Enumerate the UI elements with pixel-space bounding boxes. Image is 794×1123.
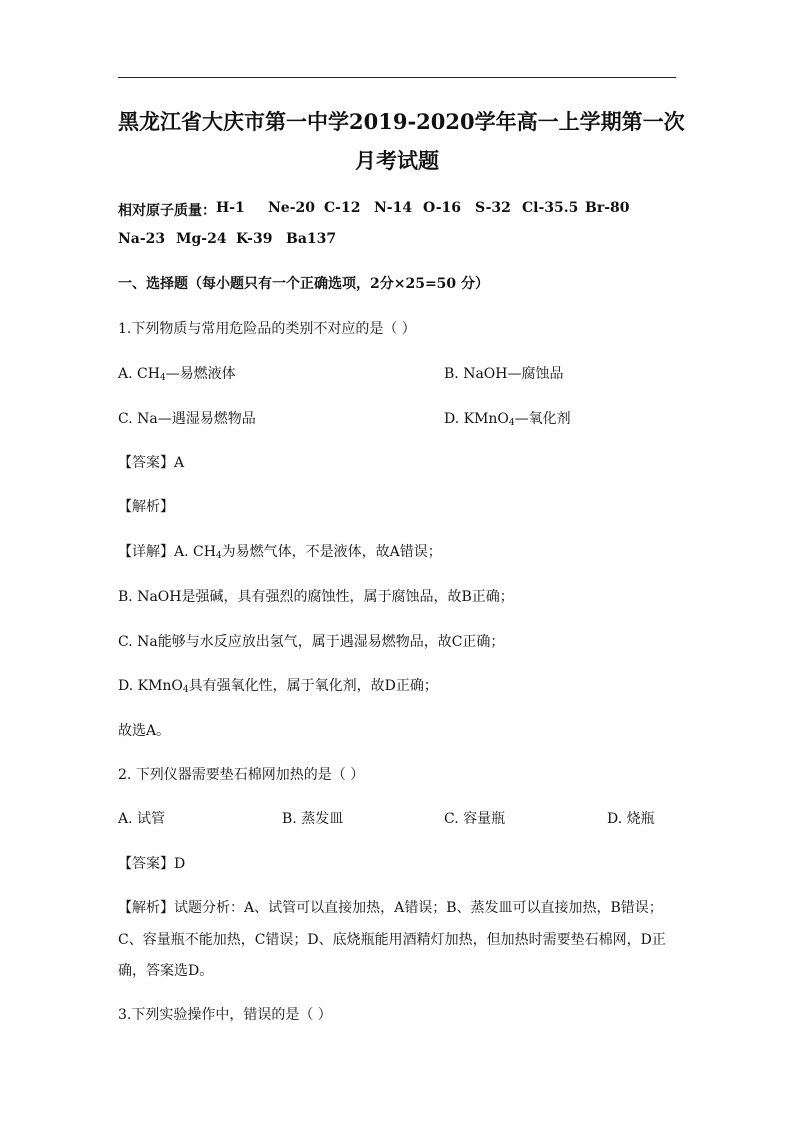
question-2-analysis-line3: 确，答案选D。 (118, 963, 214, 979)
atomic-masses-label: 相对原子质量： (118, 203, 216, 219)
question-2-option-c: C. 容量瓶 (444, 811, 506, 827)
question-1-answer: 【答案】A (118, 455, 185, 471)
atomic-mass: Cl-35.5 (522, 200, 579, 216)
section-heading: 一、选择题（每小题只有一个正确选项，2分×25=50 分） (118, 276, 490, 292)
atomic-mass: N-14 (374, 200, 413, 216)
question-1-option-a: A. $CH_4—$易燃液体 (118, 366, 236, 383)
atomic-masses-row1 (118, 200, 678, 220)
atomic-mass: Ba137 (286, 231, 337, 247)
question-2-option-d: D. 烧瓶 (607, 811, 655, 827)
atomic-mass: Ne-20 (268, 200, 315, 216)
atomic-mass: S-32 (475, 200, 511, 216)
question-3-stem: 3.下列实验操作中，错误的是（ ） (118, 1007, 332, 1023)
doc-title-line2: 月考试题 (355, 148, 439, 173)
atomic-mass: H-1 (216, 200, 245, 216)
question-1-option-c: C. Na—遇湿易燃物品 (118, 411, 256, 427)
question-1-detail-a: 【详解】A. $CH_4$为易燃气体，不是液体，故A错误； (118, 544, 442, 561)
question-1-option-b: B. NaOH—腐蚀品 (444, 366, 564, 382)
header-rule (118, 77, 676, 78)
atomic-mass: C-12 (324, 200, 361, 216)
question-2-option-a: A. 试管 (118, 811, 166, 827)
question-1-option-d: D. KMnO$_4$—氧化剂 (444, 411, 571, 428)
atomic-mass: Na-23 (118, 231, 166, 247)
doc-title-line1: 黑龙江省大庆市第一中学2019-2020学年高一上学期第一次 (118, 109, 685, 134)
atomic-mass: Br-80 (585, 200, 630, 216)
question-1-detail-c: C. Na能够与水反应放出氢气，属于遇湿易燃物品，故C正确； (118, 634, 505, 650)
question-2-analysis-line2: C、容量瓶不能加热，C错误；D、底烧瓶能用酒精灯加热，但加热时需要垫石棉网，D正 (118, 932, 666, 948)
question-1-stem: 1.下列物质与常用危险品的类别不对应的是（ ） (118, 321, 416, 337)
question-2-analysis-line1: 【解析】试题分析：A、试管可以直接加热，A错误；B、蒸发皿可以直接加热，B错误； (118, 900, 663, 916)
question-1-detail-d: D. KMnO$_4$具有强氧化性，属于氧化剂，故D正确； (118, 678, 438, 695)
question-1-analysis-heading: 【解析】 (118, 499, 174, 515)
question-2-answer: 【答案】D (118, 856, 186, 872)
atomic-mass: O-16 (423, 200, 462, 216)
question-1-conclusion: 故选A。 (118, 723, 171, 739)
question-2-option-b: B. 蒸发皿 (282, 811, 344, 827)
question-2-stem: 2. 下列仪器需要垫石棉网加热的是（ ） (118, 767, 365, 783)
atomic-mass: K-39 (236, 231, 273, 247)
question-1-detail-b: B. NaOH是强碱，具有强烈的腐蚀性，属于腐蚀品，故B正确； (118, 589, 514, 605)
atomic-mass: Mg-24 (176, 231, 227, 247)
atomic-masses-row2 (118, 231, 678, 251)
